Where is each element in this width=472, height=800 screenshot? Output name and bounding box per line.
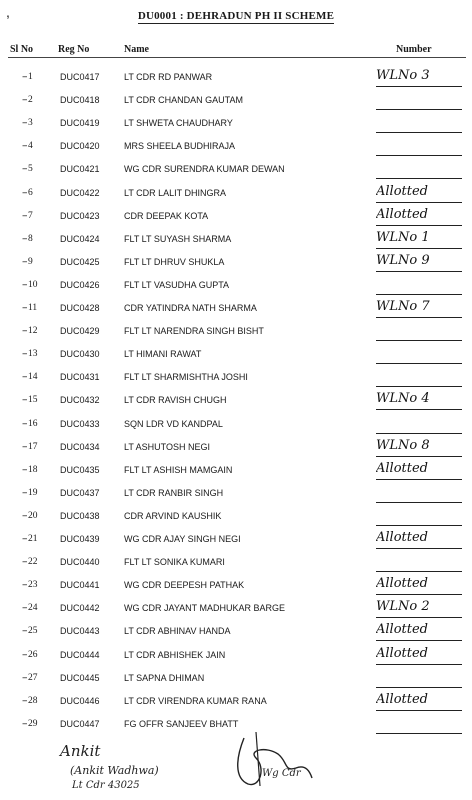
check-mark-icon: – [22, 601, 28, 615]
officer-name: CDR YATINDRA NATH SHARMA [124, 303, 257, 313]
allotment-number [376, 551, 462, 572]
header-sl-no: Sl No [10, 44, 34, 55]
allotment-number: WLNo 2 [376, 597, 462, 618]
reg-no: DUC0430 [60, 349, 100, 360]
sl-no: 28 [28, 695, 38, 706]
allotment-number: Allotted [376, 459, 462, 480]
reg-no: DUC0420 [60, 141, 100, 152]
officer-name: MRS SHEELA BUDHIRAJA [124, 141, 236, 152]
reg-no: DUC0439 [60, 534, 100, 544]
sl-no: 3 [28, 118, 33, 129]
officer-name: WG CDR SURENDRA KUMAR DEWAN [124, 164, 285, 175]
check-mark-icon: – [22, 231, 28, 245]
reg-no: DUC0444 [60, 649, 100, 660]
check-mark-icon: – [22, 716, 28, 730]
officer-name: CDR ARVIND KAUSHIK [124, 510, 222, 521]
allotment-number: Allotted [376, 644, 462, 665]
sl-no: 19 [28, 487, 38, 498]
signature-name-left: (Ankit Wadhwa) [70, 764, 159, 777]
officer-name: LT CDR RD PANWAR [124, 72, 213, 82]
sl-no: 9 [28, 256, 33, 267]
reg-no: DUC0429 [60, 326, 100, 337]
check-mark-icon: – [22, 301, 28, 314]
check-mark-icon: – [22, 693, 28, 707]
sl-no: 16 [28, 418, 38, 429]
reg-no: DUC0423 [60, 210, 100, 221]
check-mark-icon: – [22, 347, 28, 361]
allotment-number [376, 366, 462, 387]
check-mark-icon: – [22, 647, 28, 661]
reg-no: DUC0432 [60, 395, 100, 406]
allotment-number: Allotted [376, 182, 462, 203]
signature-scribble-right [226, 728, 316, 792]
allotment-number [376, 482, 462, 503]
allotment-number: WLNo 9 [376, 251, 462, 272]
allotment-number [376, 112, 462, 133]
allotment-number: WLNo 1 [376, 228, 462, 249]
allotment-number: Allotted [376, 620, 462, 641]
sl-no: 13 [28, 349, 38, 360]
check-mark-icon: – [22, 370, 28, 384]
check-mark-icon: – [22, 93, 28, 107]
officer-name: LT CDR ABHISHEK JAIN [124, 649, 226, 660]
signature-rank-right: Wg Cdr [262, 768, 301, 779]
officer-name: LT SHWETA CHAUDHARY [124, 118, 233, 129]
reg-no: DUC0438 [60, 510, 100, 521]
officer-name: LT CDR ABHINAV HANDA [124, 626, 231, 637]
reg-no: DUC0447 [60, 718, 100, 729]
officer-name: FLT LT SONIKA KUMARI [124, 557, 225, 568]
sl-no: 23 [28, 580, 38, 591]
reg-no: DUC0431 [60, 372, 100, 383]
margin-mark: , [6, 4, 10, 20]
officer-name: CDR DEEPAK KOTA [124, 210, 209, 221]
reg-no: DUC0428 [60, 303, 100, 313]
allotment-number: WLNo 4 [376, 389, 462, 410]
sl-no: 10 [28, 279, 38, 290]
allotment-number [376, 89, 462, 110]
check-mark-icon: – [22, 324, 28, 338]
reg-no: DUC0419 [60, 118, 100, 129]
sl-no: 8 [28, 233, 33, 244]
reg-no: DUC0433 [60, 418, 100, 429]
allotment-number [376, 158, 462, 179]
reg-no: DUC0441 [60, 580, 100, 591]
allotment-number: Allotted [376, 690, 462, 711]
check-mark-icon: – [22, 208, 28, 222]
allotment-number: Allotted [376, 528, 462, 549]
reg-no: DUC0421 [60, 164, 100, 175]
check-mark-icon: – [22, 578, 28, 592]
check-mark-icon: – [22, 139, 28, 153]
check-mark-icon: – [22, 508, 28, 522]
sl-no: 6 [28, 187, 33, 198]
signature-rank-left: Lt Cdr 43025 [72, 780, 140, 791]
reg-no: DUC0437 [60, 487, 100, 498]
check-mark-icon: – [22, 185, 28, 199]
reg-no: DUC0446 [60, 695, 100, 706]
signature-scribble-left: Ankit [60, 742, 101, 760]
sl-no: 26 [28, 649, 38, 660]
reg-no: DUC0445 [60, 672, 100, 683]
officer-name: WG CDR AJAY SINGH NEGI [124, 534, 241, 544]
officer-name: LT HIMANI RAWAT [124, 349, 202, 360]
sl-no: 20 [28, 510, 38, 521]
sl-no: 11 [28, 303, 38, 313]
allotment-number [376, 667, 462, 688]
sl-no: 15 [28, 395, 38, 406]
check-mark-icon: – [22, 555, 28, 569]
allotment-number [376, 505, 462, 526]
sl-no: 1 [28, 72, 33, 82]
reg-no: DUC0434 [60, 441, 100, 452]
check-mark-icon: – [22, 162, 28, 176]
header-number: Number [396, 44, 432, 55]
check-mark-icon: – [22, 624, 28, 638]
check-mark-icon: – [22, 254, 28, 268]
officer-name: LT ASHUTOSH NEGI [124, 441, 211, 452]
check-mark-icon: – [22, 462, 28, 476]
sl-no: 18 [28, 464, 38, 475]
reg-no: DUC0425 [60, 256, 100, 267]
reg-no: DUC0440 [60, 557, 100, 568]
officer-name: FLT LT ASHISH MAMGAIN [124, 464, 233, 475]
check-mark-icon: – [22, 70, 28, 83]
officer-name: SQN LDR VD KANDPAL [124, 418, 223, 429]
header-reg-no: Reg No [58, 44, 90, 55]
allotment-number: Allotted [376, 574, 462, 595]
check-mark-icon: – [22, 670, 28, 684]
officer-name: FLT LT VASUDHA GUPTA [124, 279, 230, 290]
sl-no: 17 [28, 441, 38, 452]
officer-name: WG CDR JAYANT MADHUKAR BARGE [124, 603, 286, 614]
allotment-number [376, 320, 462, 341]
check-mark-icon: – [22, 416, 28, 430]
sl-no: 14 [28, 372, 38, 383]
sl-no: 24 [28, 603, 38, 614]
reg-no: DUC0418 [60, 95, 100, 106]
officer-name: FLT LT DHRUV SHUKLA [124, 256, 225, 267]
check-mark-icon: – [22, 277, 28, 291]
sl-no: 12 [28, 326, 38, 337]
officer-name: LT SAPNA DHIMAN [124, 672, 205, 683]
allotment-number: WLNo 7 [376, 297, 462, 318]
reg-no: DUC0424 [60, 233, 100, 244]
sl-no: 5 [28, 164, 33, 175]
sl-no: 22 [28, 557, 38, 568]
allotment-number: WLNo 8 [376, 436, 462, 457]
sl-no: 27 [28, 672, 38, 683]
officer-name: LT CDR LALIT DHINGRA [124, 187, 227, 198]
officer-name: LT CDR VIRENDRA KUMAR RANA [124, 695, 267, 706]
reg-no: DUC0442 [60, 603, 100, 614]
officer-name: WG CDR DEEPESH PATHAK [124, 580, 245, 591]
header-rule [8, 57, 466, 58]
reg-no: DUC0422 [60, 187, 100, 198]
allotment-number [376, 135, 462, 156]
officer-name: FLT LT SUYASH SHARMA [124, 233, 232, 244]
officer-name: FLT LT SHARMISHTHA JOSHI [124, 372, 248, 383]
allotment-number [376, 274, 462, 295]
allotment-number [376, 713, 462, 734]
officer-name: LT CDR CHANDAN GAUTAM [124, 95, 244, 106]
sl-no: 29 [28, 718, 38, 729]
page-title: DU0001 : DEHRADUN PH II SCHEME [137, 10, 335, 22]
sl-no: 2 [28, 95, 33, 106]
sl-no: 7 [28, 210, 33, 221]
allotment-number: Allotted [376, 205, 462, 226]
check-mark-icon: – [22, 532, 28, 545]
check-mark-icon: – [22, 393, 28, 407]
allotment-number [376, 413, 462, 434]
officer-name: LT CDR RAVISH CHUGH [124, 395, 227, 406]
officer-name: FLT LT NARENDRA SINGH BISHT [124, 326, 264, 337]
reg-no: DUC0435 [60, 464, 100, 475]
sl-no: 25 [28, 626, 38, 637]
check-mark-icon: – [22, 485, 28, 499]
allotment-number: WLNo 3 [376, 66, 462, 87]
check-mark-icon: – [22, 439, 28, 453]
sl-no: 4 [28, 141, 33, 152]
reg-no: DUC0417 [60, 72, 100, 82]
check-mark-icon: – [22, 116, 28, 130]
header-name: Name [124, 44, 149, 55]
sl-no: 21 [28, 534, 38, 544]
reg-no: DUC0443 [60, 626, 100, 637]
allotment-number [376, 343, 462, 364]
officer-name: FG OFFR SANJEEV BHATT [124, 718, 239, 729]
officer-name: LT CDR RANBIR SINGH [124, 487, 224, 498]
reg-no: DUC0426 [60, 279, 100, 290]
